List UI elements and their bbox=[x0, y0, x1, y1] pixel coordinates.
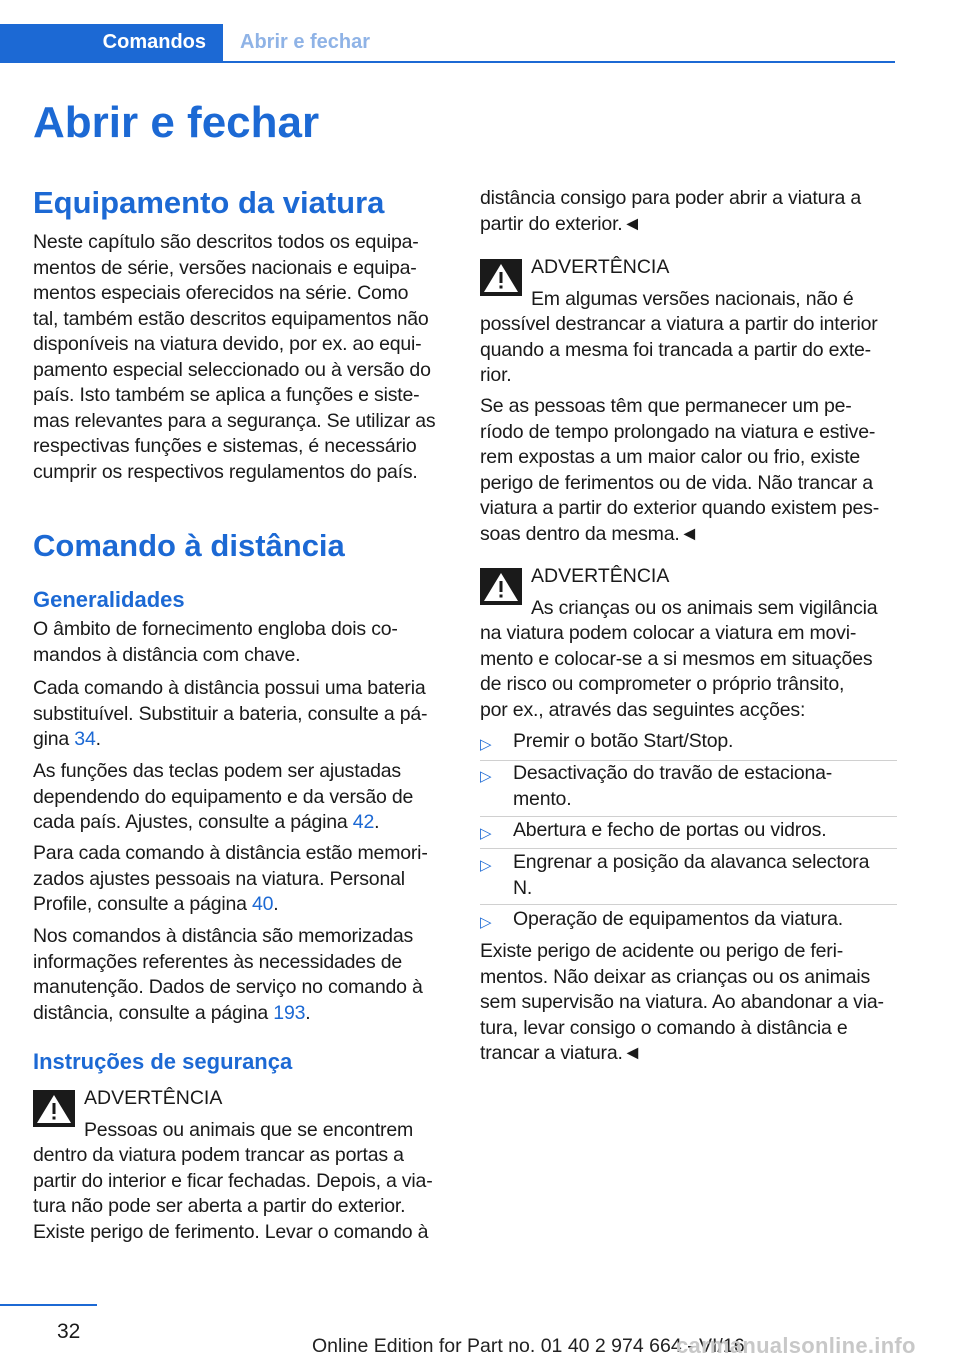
page-title: Abrir e fechar bbox=[33, 98, 320, 147]
text-line: perigo de ferimentos ou de vida. Não trancar a bbox=[480, 471, 873, 494]
warning-2-paragraph-2 bbox=[480, 394, 897, 547]
page-link-40[interactable]: 40 bbox=[252, 893, 274, 915]
text-line: Se as pessoas têm que permanecer um pe‐ bbox=[480, 395, 852, 417]
text-line: Profile, consulte a página bbox=[33, 893, 252, 915]
text-line: rem expostas a um maior calor ou frio, existe bbox=[480, 446, 861, 468]
text-line: substituível. Substituir a bateria, consulte a pá‐ bbox=[33, 702, 428, 725]
text-line: pamento especial seleccionado ou à versão do bbox=[33, 358, 431, 381]
warning-label: ADVERTÊNCIA bbox=[84, 1087, 223, 1109]
page-link-42[interactable]: 42 bbox=[352, 811, 375, 833]
text-line: por ex., através das seguintes acções: bbox=[480, 698, 806, 721]
top-navigation-bar bbox=[0, 24, 895, 63]
text-line: tal, também estão descritos equipamentos não bbox=[33, 307, 429, 330]
text-line: Neste capítulo são descritos todos os equipa‐ bbox=[33, 231, 419, 253]
list-item-text: Operação de equipamentos da viatura. bbox=[513, 908, 843, 930]
generalidades-paragraph-3: As funções das teclas podem ser ajustadas dependendo do equipamento e da versão de cada país. Ajustes, consulte a página 42. bbox=[33, 759, 450, 836]
text-line: Para cada comando à distância estão memori‐ bbox=[33, 842, 428, 864]
text-line: O âmbito de fornecimento engloba dois co‐ bbox=[33, 618, 398, 640]
triangle-bullet-icon: ▷ bbox=[480, 914, 492, 931]
text-line: partir do exterior.◄ bbox=[480, 212, 642, 235]
warning-2-paragraph bbox=[480, 312, 897, 389]
text-line: tura não pode ser aberta a partir do exterior. bbox=[33, 1195, 406, 1217]
text-line: dependendo do equipamento e da versão de bbox=[33, 785, 414, 808]
subsection-title-generalidades: Generalidades bbox=[33, 587, 185, 612]
page-number: 32 bbox=[57, 1320, 81, 1343]
text-line: Nos comandos à distância são memorizadas bbox=[33, 925, 414, 947]
edition-info: Online Edition for Part no. 01 40 2 974 664 - VI/16 bbox=[312, 1335, 745, 1357]
text-line: Existe perigo de acidente ou perigo de feri‐ bbox=[480, 940, 844, 962]
text-line: viatura a partir do exterior quando existem pes‐ bbox=[480, 497, 880, 519]
text-line: possível destrancar a viatura a partir do interior bbox=[480, 313, 878, 335]
generalidades-paragraph-1 bbox=[33, 617, 450, 668]
warning-label: ADVERTÊNCIA bbox=[531, 256, 670, 278]
generalidades-paragraph-5: Nos comandos à distância são memorizadas informações referentes às necessidades de manutenção. Dados de serviço no comando à distância, consulte a página 193. bbox=[33, 924, 450, 1026]
warning-text-line: Em algumas versões nacionais, não é bbox=[531, 288, 854, 310]
text-line: país. Isto também se aplica a funções e siste‐ bbox=[33, 384, 420, 406]
text-line: Engrenar a posição da alavanca selectora bbox=[513, 851, 870, 873]
text-line: partir do interior e ficar fechadas. Depois, a via‐ bbox=[33, 1169, 433, 1192]
triangle-bullet-icon: ▷ bbox=[480, 768, 492, 785]
text-line: zados ajustes pessoais na viatura. Personal bbox=[33, 867, 405, 890]
text-line: manutenção. Dados de serviço no comando à bbox=[33, 976, 423, 998]
text-line: gina bbox=[33, 728, 75, 750]
text-line: mandos à distância com chave. bbox=[33, 643, 301, 666]
text-line: cada país. Ajustes, consulte a página bbox=[33, 811, 353, 833]
text-line: soas dentro da mesma.◄ bbox=[480, 522, 699, 545]
text-line: disponíveis na viatura devido, por ex. ao equi‐ bbox=[33, 333, 422, 355]
tab-comandos[interactable]: Comandos bbox=[0, 24, 223, 61]
text-line: trancar a viatura.◄ bbox=[480, 1042, 642, 1064]
warning-1-continuation bbox=[480, 186, 897, 237]
text-line: Desactivação do travão de estaciona‐ bbox=[513, 762, 833, 784]
text-line: distância, consulte a página bbox=[33, 1001, 274, 1024]
list-item-text bbox=[513, 761, 897, 812]
page-link-193[interactable]: 193 bbox=[273, 1001, 306, 1024]
list-divider bbox=[480, 816, 897, 817]
text-line: cumprir os respectivos regulamentos do país. bbox=[33, 460, 418, 483]
warning-3-paragraph bbox=[480, 621, 897, 723]
text-line: Cada comando à distância possui uma bateria bbox=[33, 677, 426, 699]
triangle-bullet-icon: ▷ bbox=[480, 857, 492, 874]
warning-3-closing-paragraph bbox=[480, 939, 897, 1067]
section-title-equipamento: Equipamento da viatura bbox=[33, 185, 385, 220]
text-line: Existe perigo de ferimento. Levar o comando à bbox=[33, 1220, 429, 1243]
text-line: mentos especiais oferecidos na série. Como bbox=[33, 282, 409, 304]
triangle-bullet-icon: ▷ bbox=[480, 825, 492, 842]
text-line: As funções das teclas podem ser ajustadas bbox=[33, 760, 401, 782]
text-line: mento e colocar-se a si mesmos em situações bbox=[480, 647, 873, 670]
text-line: mentos de série, versões nacionais e equipa‐ bbox=[33, 256, 417, 279]
text-line: na viatura podem colocar a viatura em movi‐ bbox=[480, 622, 857, 644]
warning-text-line: As crianças ou os animais sem vigilância bbox=[531, 597, 878, 619]
text-line: informações referentes às necessidades de bbox=[33, 950, 403, 973]
text-line: distância consigo para poder abrir a viatura a bbox=[480, 187, 862, 209]
text-line: de risco ou comprometer o próprio trânsito, bbox=[480, 673, 845, 695]
text-line: mas relevantes para a segurança. Se utilizar as bbox=[33, 409, 436, 432]
text-line: rior. bbox=[480, 364, 512, 386]
subsection-title-seguranca: Instruções de segurança bbox=[33, 1049, 293, 1074]
list-item-text: Abertura e fecho de portas ou vidros. bbox=[513, 819, 827, 841]
text-line: tura, levar consigo o comando à distância e bbox=[480, 1016, 848, 1039]
list-divider bbox=[480, 904, 897, 905]
text-line: mentos. Não deixar as crianças ou os animais bbox=[480, 965, 871, 988]
text-line: respectivas funções e sistemas, é necessário bbox=[33, 435, 417, 457]
generalidades-paragraph-2: Cada comando à distância possui uma bateria substituível. Substituir a bateria, consulte a pá‐ gina 34. bbox=[33, 676, 450, 753]
text-line: mento. bbox=[513, 787, 572, 810]
triangle-bullet-icon: ▷ bbox=[480, 736, 492, 753]
list-item-text bbox=[513, 850, 897, 901]
warning-icon bbox=[480, 568, 522, 605]
equipamento-paragraph bbox=[33, 230, 450, 485]
warning-1-paragraph bbox=[33, 1143, 450, 1245]
text-line: ríodo de tempo prolongado na viatura e estive‐ bbox=[480, 420, 876, 443]
list-item-text: Premir o botão Start/Stop. bbox=[513, 730, 734, 752]
section-title-comando: Comando à distância bbox=[33, 528, 345, 563]
text-line: dentro da viatura podem trancar as portas a bbox=[33, 1144, 404, 1166]
footer-divider bbox=[0, 1304, 97, 1306]
list-divider bbox=[480, 848, 897, 849]
generalidades-paragraph-4: Para cada comando à distância estão memori‐ zados ajustes pessoais na viatura. Personal Profile, consulte a página 40. bbox=[33, 841, 450, 918]
text-line: quando a mesma foi trancada a partir do exte‐ bbox=[480, 338, 871, 361]
text-line: sem supervisão na viatura. Ao abandonar a via‐ bbox=[480, 991, 884, 1013]
warning-icon bbox=[33, 1090, 75, 1127]
tab-abrir-e-fechar[interactable]: Abrir e fechar bbox=[240, 31, 371, 53]
page-link-34[interactable]: 34 bbox=[74, 728, 96, 750]
warning-label: ADVERTÊNCIA bbox=[531, 565, 670, 587]
warning-icon bbox=[480, 259, 522, 296]
warning-text-line: Pessoas ou animais que se encontrem bbox=[84, 1119, 414, 1141]
watermark: carmanualsonline.info bbox=[676, 1333, 916, 1358]
text-line: N. bbox=[513, 876, 533, 899]
